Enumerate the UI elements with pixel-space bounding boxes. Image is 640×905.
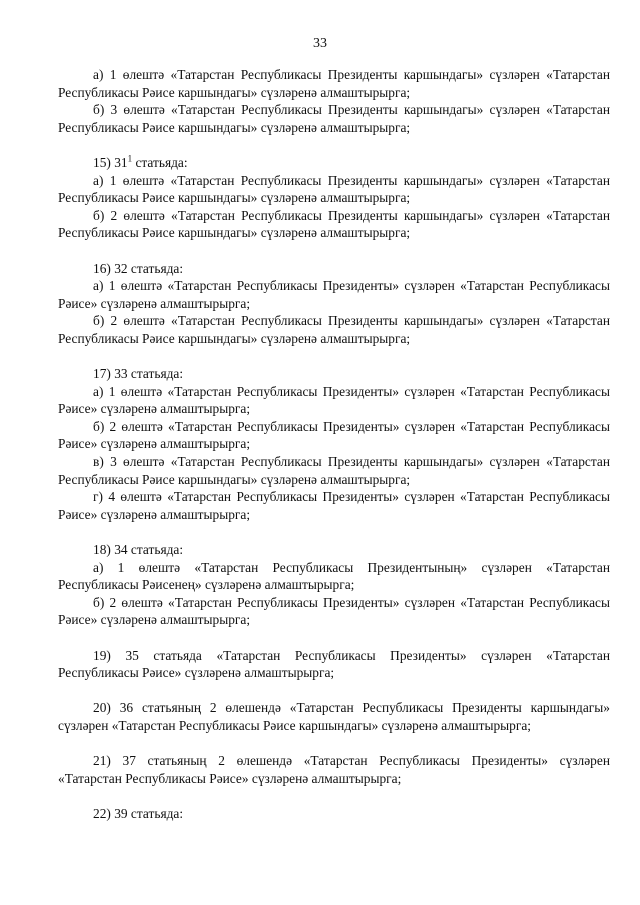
paragraph-gap xyxy=(58,682,610,700)
paragraph: а) 1 өлештә «Татарстан Республикасы Президенты каршындагы» сүзләрен «Татарстан Республикасы Рәисе каршындагы» сүзләренә алмаштырырга; xyxy=(58,172,610,206)
paragraph-gap xyxy=(58,629,610,647)
paragraph: а) 1 өлештә «Татарстан Республикасы Президенты» сүзләрен «Татарстан Республикасы Рәисе» сүзләренә алмаштырырга; xyxy=(58,383,610,417)
paragraph: 18) 34 статьяда: xyxy=(93,542,184,558)
paragraph: б) 2 өлештә «Татарстан Республикасы Президенты» сүзләрен «Татарстан Республикасы Рәисе» сүзләренә алмаштырырга; xyxy=(58,594,610,628)
paragraph: б) 3 өлештә «Татарстан Республикасы Президенты каршындагы» сүзләрен «Татарстан Республикасы Рәисе каршындагы» сүзләренә алмаштырырга; xyxy=(58,102,610,135)
paragraph: 19) 35 статьяда «Татарстан Республикасы Президенты» сүзләрен «Татарстан Республикасы Рәисе» сүзләренә алмаштырырга; xyxy=(58,647,610,681)
superscript: 1 xyxy=(127,153,133,164)
paragraph: г) 4 өлештә «Татарстан Республикасы Президенты» сүзләрен «Татарстан Республикасы Рәисе» сүзләренә алмаштырырга; xyxy=(58,489,610,522)
paragraph-gap xyxy=(58,523,610,541)
paragraph xyxy=(58,154,610,172)
document-body xyxy=(58,66,610,823)
paragraph: в) 3 өлештә «Татарстан Республикасы Президенты каршындагы» сүзләрен «Татарстан Республикасы Рәисе каршындагы» сүзләренә алмаштырырга; xyxy=(58,454,610,487)
paragraph: 16) 32 статьяда: xyxy=(93,260,184,276)
paragraph-gap xyxy=(58,735,610,753)
paragraph: 22) 39 статьяда: xyxy=(93,805,184,821)
heading-text: статьяда: xyxy=(132,154,188,170)
paragraph: б) 2 өлештә «Татарстан Республикасы Президенты каршындагы» сүзләрен «Татарстан Республикасы Рәисе каршындагы» сүзләренә алмаштырырга; xyxy=(58,313,610,346)
paragraph: а) 1 өлештә «Татарстан Республикасы Президентының» сүзләрен «Татарстан Республикасы Рәисенең» сүзләренә алмаштырырга; xyxy=(58,559,610,593)
paragraph-gap xyxy=(58,787,610,805)
heading-text: 15) 31 xyxy=(93,154,128,170)
paragraph: б) 2 өлештә «Татарстан Республикасы Президенты каршындагы» сүзләрен «Татарстан Республикасы Рәисе каршындагы» сүзләренә алмаштырырга; xyxy=(58,207,610,241)
page-number: 33 xyxy=(313,36,327,51)
paragraph: а) 1 өлештә «Татарстан Республикасы Президенты» сүзләрен «Татарстан Республикасы Рәисе» сүзләренә алмаштырырга; xyxy=(58,278,610,311)
paragraph: а) 1 өлештә «Татарстан Республикасы Президенты каршындагы» сүзләрен «Татарстан Республикасы Рәисе каршындагы» сүзләренә алмаштырырга; xyxy=(58,67,610,100)
paragraph-gap xyxy=(58,348,610,366)
paragraph-gap xyxy=(58,242,610,260)
paragraph-gap xyxy=(58,136,610,154)
paragraph: 21) 37 статьяның 2 өлешендә «Татарстан Республикасы Президенты» сүзләрен «Татарстан Республикасы Рәисе» сүзләренә алмаштырырга; xyxy=(58,753,610,786)
paragraph: б) 2 өлештә «Татарстан Республикасы Президенты» сүзләрен «Татарстан Республикасы Рәисе» сүзләренә алмаштырырга; xyxy=(58,418,610,452)
paragraph: 17) 33 статьяда: xyxy=(93,366,184,382)
paragraph: 20) 36 статьяның 2 өлешендә «Татарстан Республикасы Президенты каршындагы» сүзләрен «Татарстан Республикасы Рәисе каршындагы» сүзләренә алмаштырырга; xyxy=(58,700,610,733)
